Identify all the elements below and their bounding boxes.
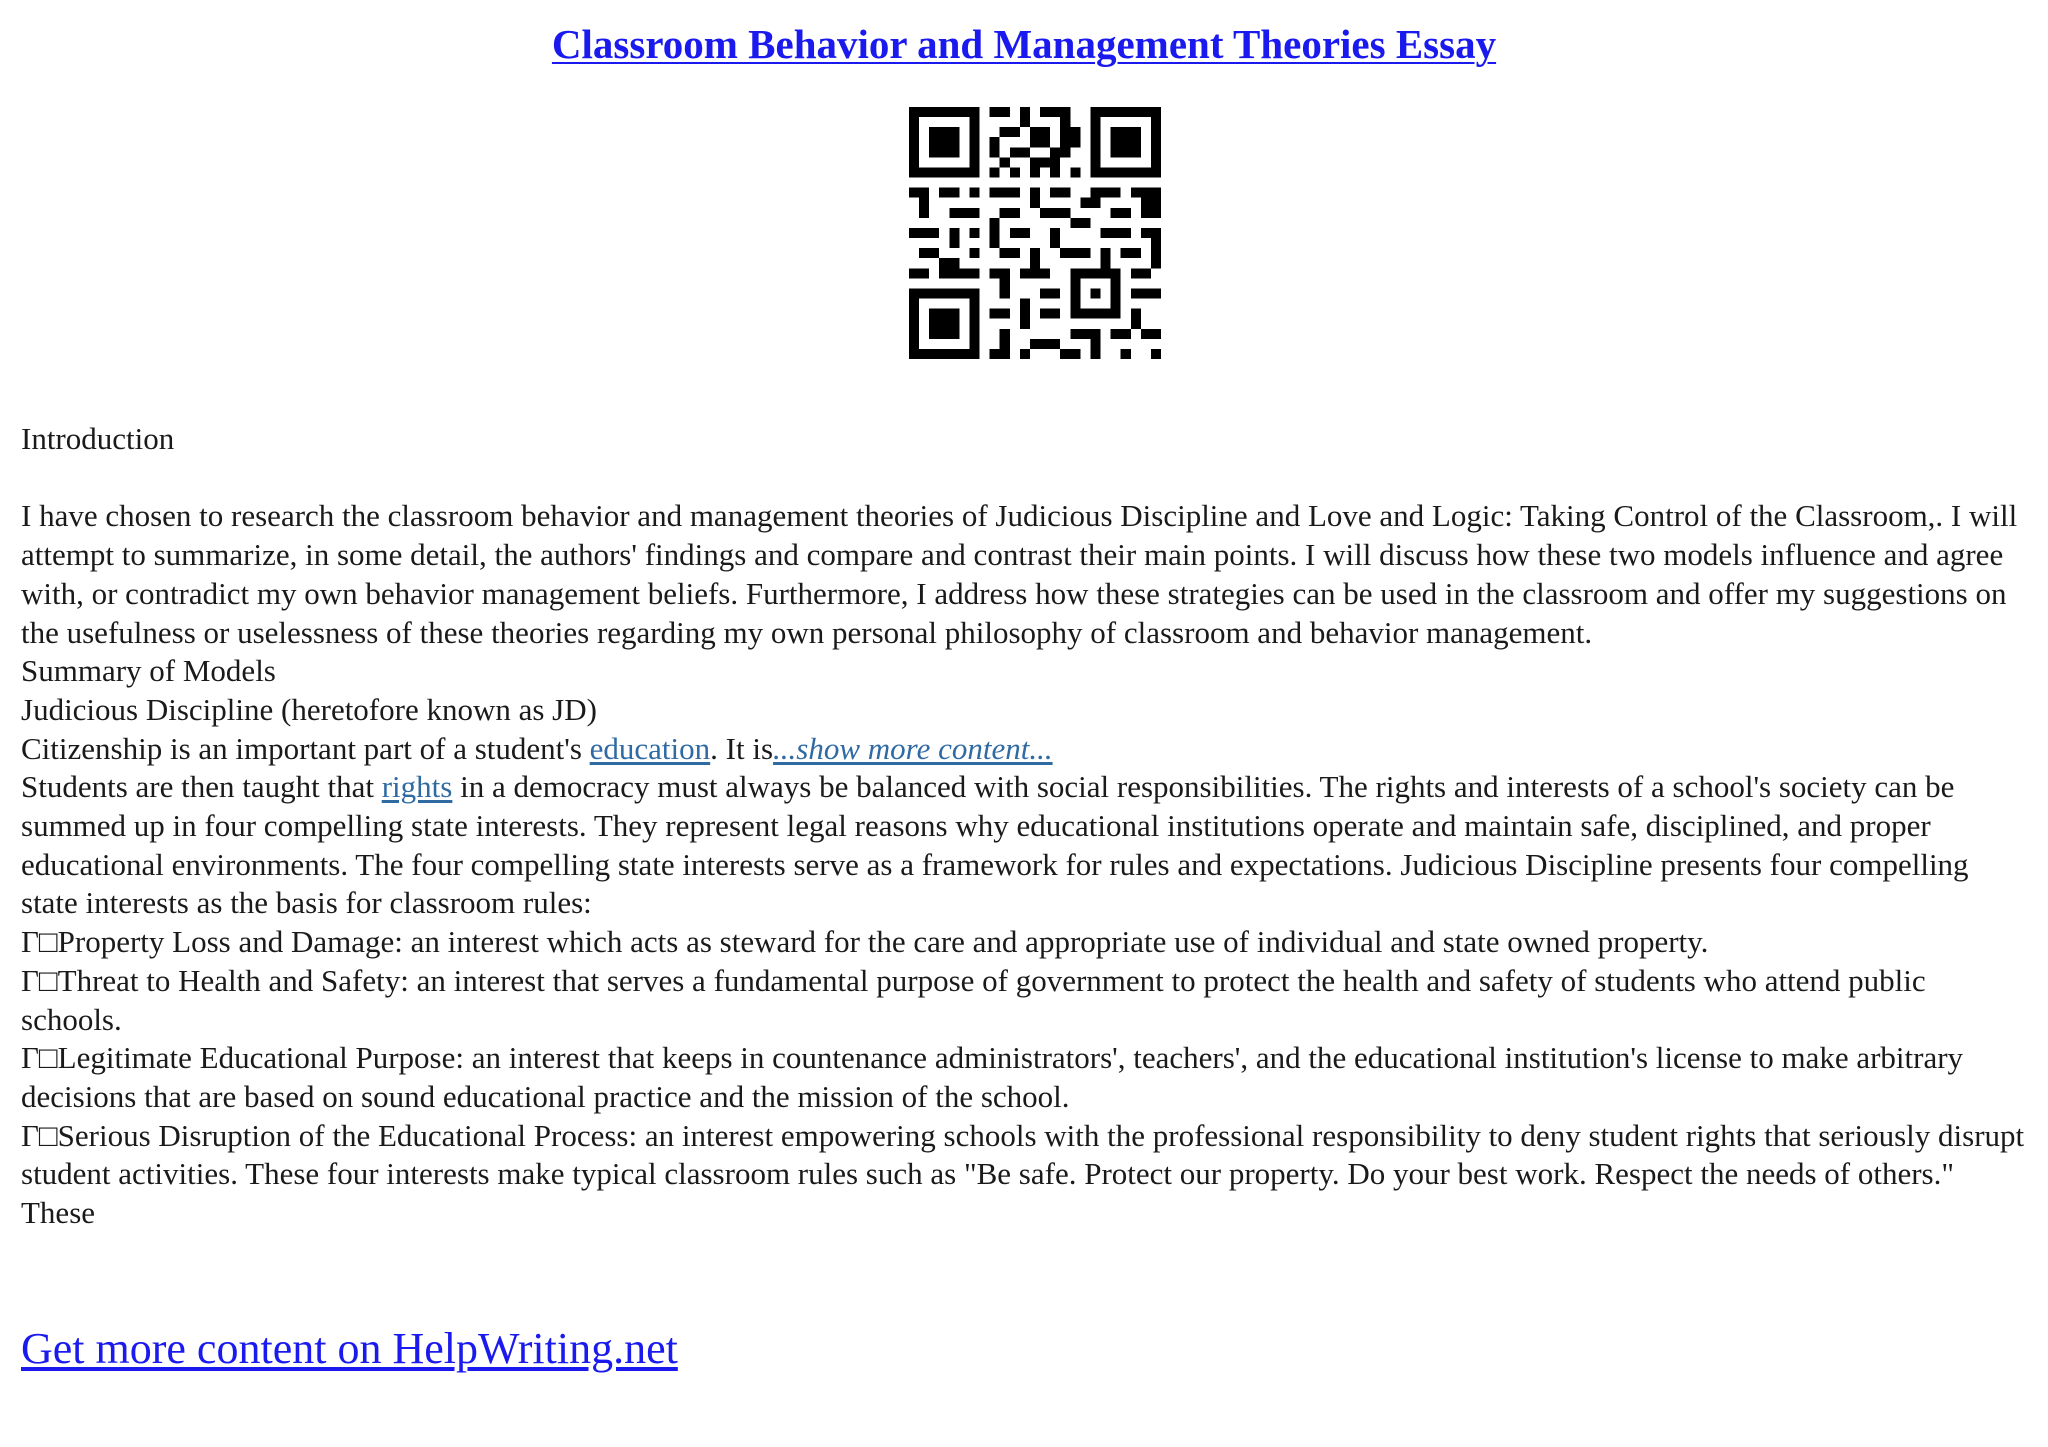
education-link[interactable]: education [589,730,711,766]
qr-code-image [909,107,1161,359]
rights-link[interactable]: rights [381,769,453,805]
students-text-before: Students are then taught that [21,769,382,805]
citizenship-text-middle: . It is [710,730,774,766]
citizenship-text-before: Citizenship is an important part of a student's [21,730,590,766]
heading-summary-of-models: Summary of Models [21,653,276,689]
show-more-content-link[interactable]: ...show more content... [773,730,1053,766]
essay-body [21,420,2031,1233]
title-link[interactable]: Classroom Behavior and Management Theories Essay [551,21,1497,67]
students-text-after: in a democracy must always be balanced with social responsibilities. The rights and interests of a school's society can be summed up in four compelling state interests. They represent legal reasons why educational institutions operate and maintain safe, disciplined, and proper educational environments. The four compelling state interests serve as a framework for rules and expectations. Judicious Discipline presents four compelling state interests as the basis for classroom rules: [21,769,1969,921]
page-title [0,18,2048,70]
bullet-threat-health-safety: Γ□Threat to Health and Safety: an interest that serves a fundamental purpose of government to protect the health and safety of students who attend public schools. [21,962,1926,1037]
citizenship-paragraph [21,730,2031,769]
heading-judicious-discipline: Judicious Discipline (heretofore known as JD) [21,691,597,727]
heading-introduction: Introduction [21,421,175,456]
bullet-property-loss: Γ□Property Loss and Damage: an interest which acts as steward for the care and appropriate use of individual and state owned property. [21,924,1709,960]
students-paragraph [21,768,2031,923]
bullet-serious-disruption: Γ□Serious Disruption of the Educational Process: an interest empowering schools with the professional responsibility to deny student rights that seriously disrupt student activities. These four interests make typical classroom rules such as "Be safe. Protect our property. Do your best work. Respect the needs of others." These [21,1117,2025,1231]
helpwriting-link[interactable]: Get more content on HelpWriting.net [21,1324,678,1373]
bullet-legitimate-educational-purpose: Γ□Legitimate Educational Purpose: an interest that keeps in countenance administrators', teachers', and the educational institution's license to make arbitrary decisions that are based on sound educational practice and the mission of the school. [21,1040,1964,1114]
footer [21,1322,678,1376]
paragraph-spacer [21,459,2031,498]
intro-paragraph: I have chosen to research the classroom behavior and management theories of Judicious Discipline and Love and Logic: Taking Control of the Classroom,. I will attempt to summarize, in some detail, the authors' findings and compare and contrast their main points. I will discuss how these two models influence and agree with, or contradict my own behavior management beliefs. Furthermore, I address how these strategies can be used in the classroom and offer my suggestions on the usefulness or uselessness of these theories regarding my own personal philosophy of classroom and behavior management. [21,498,2018,650]
